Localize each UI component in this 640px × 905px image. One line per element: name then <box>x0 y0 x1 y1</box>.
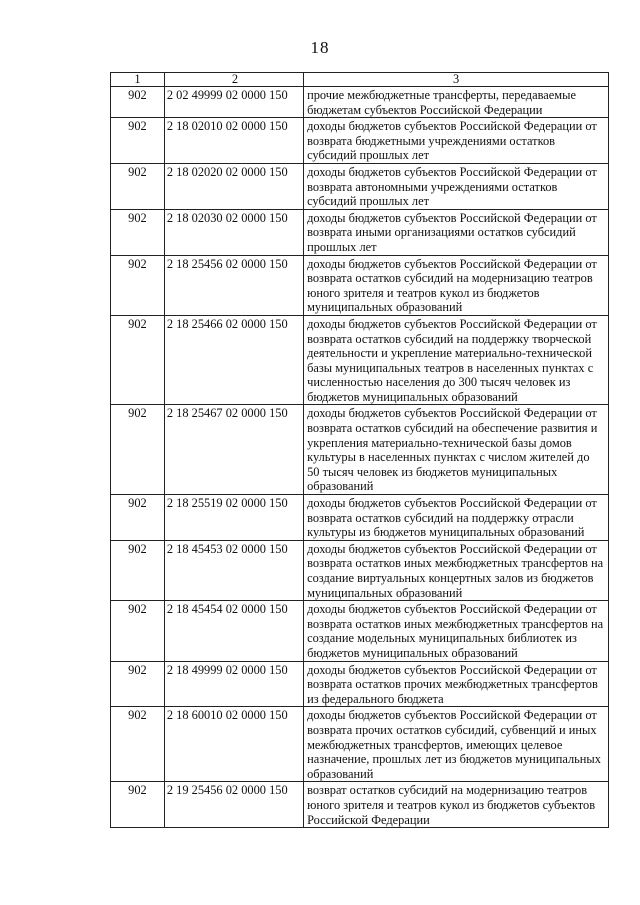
description-cell: доходы бюджетов субъектов Российской Федерации от возврата остатков субсидий на поддержку творческой деятельности и укрепление материально-технической базы муниципальных театров в населенных пунктах с численностью населения до 300 тысяч человек из бюджетов муниципальных образований <box>304 315 609 405</box>
column-numbers-row <box>111 73 609 87</box>
budget-code-cell: 2 02 49999 02 0000 150 <box>164 87 303 118</box>
table-row <box>111 782 609 828</box>
table-row <box>111 495 609 541</box>
admin-code-cell: 902 <box>111 163 165 209</box>
admin-code-cell: 902 <box>111 661 165 707</box>
budget-code-cell: 2 18 45453 02 0000 150 <box>164 540 303 600</box>
budget-code-cell: 2 18 25466 02 0000 150 <box>164 315 303 405</box>
table-row <box>111 661 609 707</box>
budget-code-cell: 2 18 02020 02 0000 150 <box>164 163 303 209</box>
admin-code-cell: 902 <box>111 118 165 164</box>
description-cell: доходы бюджетов субъектов Российской Федерации от возврата остатков иных межбюджетных трансфертов на создание модельных муниципальных библиотек из бюджетов муниципальных образований <box>304 601 609 661</box>
table-row <box>111 209 609 255</box>
admin-code-cell: 902 <box>111 209 165 255</box>
admin-code-cell: 902 <box>111 601 165 661</box>
admin-code-cell: 902 <box>111 87 165 118</box>
description-cell: доходы бюджетов субъектов Российской Федерации от возврата прочих остатков субсидий, субвенций и иных межбюджетных трансфертов, имеющих целевое назначение, прошлых лет из бюджетов муниципальных образований <box>304 707 609 782</box>
admin-code-cell: 902 <box>111 495 165 541</box>
page-number: 18 <box>310 38 330 57</box>
budget-code-cell: 2 18 25467 02 0000 150 <box>164 405 303 495</box>
description-cell: доходы бюджетов субъектов Российской Федерации от возврата иными организациями остатков субсидий прошлых лет <box>304 209 609 255</box>
admin-code-cell: 902 <box>111 707 165 782</box>
description-cell: прочие межбюджетные трансферты, передаваемые бюджетам субъектов Российской Федерации <box>304 87 609 118</box>
revenue-codes-table <box>110 72 609 828</box>
table-row <box>111 255 609 315</box>
description-cell: доходы бюджетов субъектов Российской Федерации от возврата остатков прочих межбюджетных трансфертов из федерального бюджета <box>304 661 609 707</box>
budget-code-cell: 2 18 02010 02 0000 150 <box>164 118 303 164</box>
description-cell: доходы бюджетов субъектов Российской Федерации от возврата бюджетными учреждениями остатков субсидий прошлых лет <box>304 118 609 164</box>
budget-code-cell: 2 18 25519 02 0000 150 <box>164 495 303 541</box>
admin-code-cell: 902 <box>111 405 165 495</box>
description-cell: доходы бюджетов субъектов Российской Федерации от возврата остатков субсидий на поддержку отрасли культуры из бюджетов муниципальных образований <box>304 495 609 541</box>
description-cell: доходы бюджетов субъектов Российской Федерации от возврата остатков субсидий на модернизацию театров юного зрителя и театров кукол из бюджетов муниципальных образований <box>304 255 609 315</box>
table-row <box>111 118 609 164</box>
description-cell: доходы бюджетов субъектов Российской Федерации от возврата остатков субсидий на обеспечение развития и укрепления материально-технической базы домов культуры в населенных пунктах с числом жителей до 50 тысяч человек из бюджетов муниципальных образований <box>304 405 609 495</box>
budget-code-cell: 2 18 02030 02 0000 150 <box>164 209 303 255</box>
description-cell: доходы бюджетов субъектов Российской Федерации от возврата автономными учреждениями остатков субсидий прошлых лет <box>304 163 609 209</box>
budget-code-cell: 2 18 49999 02 0000 150 <box>164 661 303 707</box>
column-number-2: 2 <box>164 73 303 87</box>
table-row <box>111 405 609 495</box>
table-row <box>111 707 609 782</box>
column-number-3: 3 <box>304 73 609 87</box>
column-number-1: 1 <box>111 73 165 87</box>
admin-code-cell: 902 <box>111 540 165 600</box>
table-row <box>111 87 609 118</box>
description-cell: доходы бюджетов субъектов Российской Федерации от возврата остатков иных межбюджетных трансфертов на создание виртуальных концертных залов из бюджетов муниципальных образований <box>304 540 609 600</box>
budget-code-cell: 2 18 25456 02 0000 150 <box>164 255 303 315</box>
budget-code-cell: 2 18 45454 02 0000 150 <box>164 601 303 661</box>
admin-code-cell: 902 <box>111 782 165 828</box>
description-cell: возврат остатков субсидий на модернизацию театров юного зрителя и театров кукол из бюджетов субъектов Российской Федерации <box>304 782 609 828</box>
table-row <box>111 315 609 405</box>
table-row <box>111 163 609 209</box>
admin-code-cell: 902 <box>111 255 165 315</box>
budget-code-cell: 2 18 60010 02 0000 150 <box>164 707 303 782</box>
table-row <box>111 601 609 661</box>
budget-code-cell: 2 19 25456 02 0000 150 <box>164 782 303 828</box>
table-row <box>111 540 609 600</box>
admin-code-cell: 902 <box>111 315 165 405</box>
